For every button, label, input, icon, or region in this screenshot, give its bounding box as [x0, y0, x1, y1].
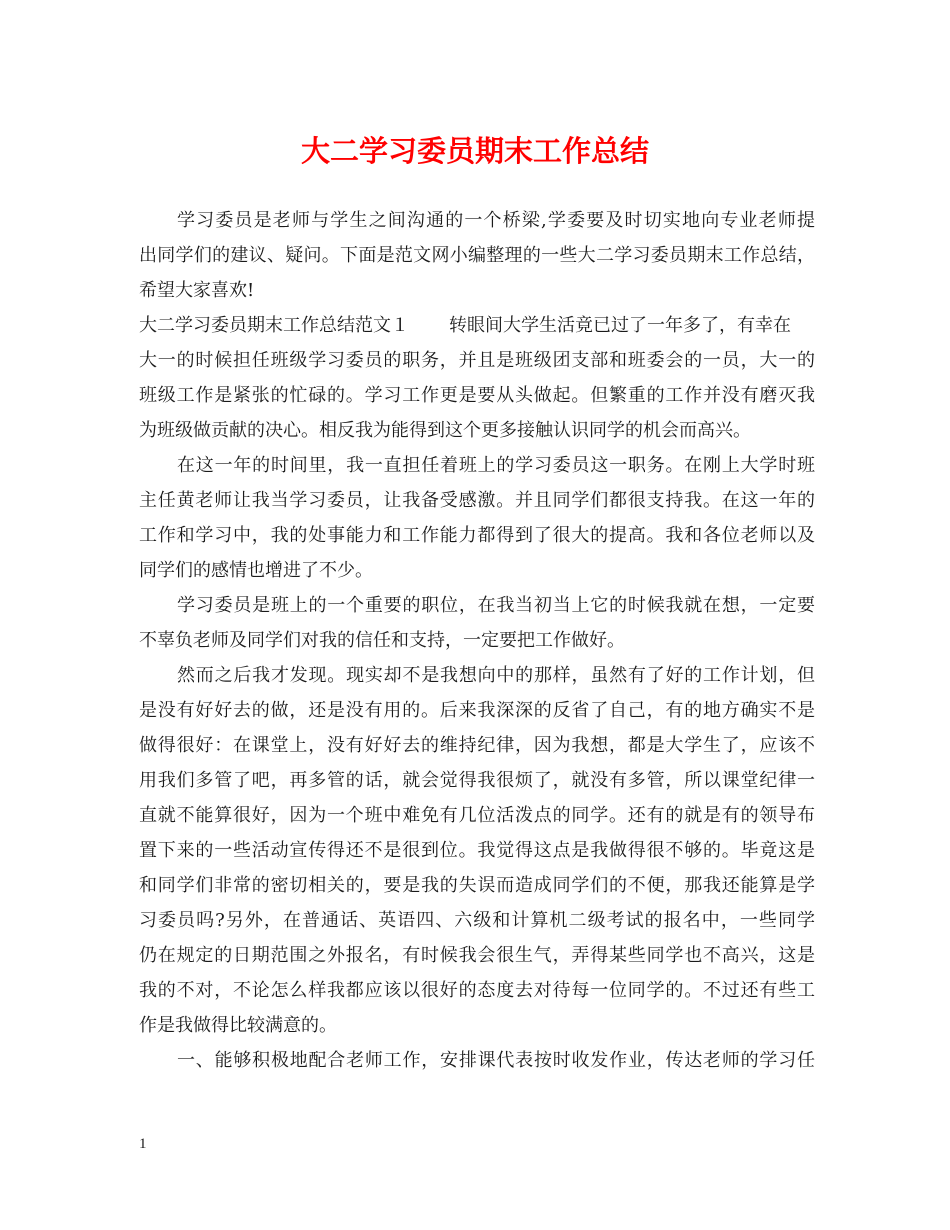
- paragraph-line: 出同学们的建议、疑问。下面是范文网小编整理的一些大二学习委员期末工作总结，: [139, 245, 815, 266]
- paragraph-line: 为班级做贡献的决心。相反我为能得到这个更多接触认识同学的机会而高兴。: [139, 420, 751, 441]
- page-number: 1: [139, 1136, 147, 1152]
- paragraph-line: 做得很好：在课堂上，没有好好去的维持纪律，因为我想，都是大学生了，应该不: [139, 735, 815, 756]
- paragraph-line: 主任黄老师让我当学习委员，让我备受感激。并且同学们都很支持我。在这一年的: [139, 490, 815, 511]
- paragraph-line: 用我们多管了吧，再多管的话，就会觉得我很烦了，就没有多管，所以课堂纪律一: [139, 770, 815, 791]
- paragraph-line: 习委员吗?另外，在普通话、英语四、六级和计算机二级考试的报名中，一些同学: [139, 910, 815, 931]
- paragraph-line: 一、能够积极地配合老师工作，安排课代表按时收发作业，传达老师的学习任: [177, 1050, 815, 1071]
- paragraph-line: 在这一年的时间里，我一直担任着班上的学习委员这一职务。在刚上大学时班: [177, 455, 815, 476]
- paragraph-line: 作是我做得比较满意的。: [139, 1015, 337, 1036]
- paragraph-line: 是没有好好去的做，还是没有用的。后来我深深的反省了自己，有的地方确实不是: [139, 700, 815, 721]
- paragraph-line: 同学们的感情也增进了不少。: [139, 560, 373, 581]
- paragraph-line: 我的不对，不论怎么样我都应该以很好的态度去对待每一位同学的。不过还有些工: [139, 980, 815, 1001]
- paragraph-line: 学习委员是班上的一个重要的职位，在我当初当上它的时候我就在想，一定要: [177, 595, 815, 616]
- paragraph-line: 然而之后我才发现。现实却不是我想向中的那样，虽然有了好的工作计划，但: [177, 665, 815, 686]
- paragraph-line: 希望大家喜欢!: [139, 280, 255, 301]
- paragraph-line: 大一的时候担任班级学习委员的职务，并且是班级团支部和班委会的一员，大一的: [139, 350, 815, 371]
- section-heading-line: [139, 308, 815, 343]
- paragraph-line: 直就不能算很好，因为一个班中难免有几位活泼点的同学。还有的就是有的领导布: [139, 805, 815, 826]
- paragraph-line: 班级工作是紧张的忙碌的。学习工作更是要从头做起。但繁重的工作并没有磨灭我: [139, 385, 815, 406]
- paragraph-line: 学习委员是老师与学生之间沟通的一个桥梁,学委要及时切实地向专业老师提: [177, 210, 815, 231]
- paragraph-line: 仍在规定的日期范围之外报名，有时候我会很生气，弄得某些同学也不高兴，这是: [139, 945, 815, 966]
- document-title: 大二学习委员期末工作总结: [300, 134, 649, 168]
- paragraph-text: 转眼间大学生活竟已过了一年多了，有幸在: [449, 315, 791, 336]
- document-body: [139, 203, 815, 1078]
- paragraph-line: 置下来的一些活动宣传得还不是很到位。我觉得这点是我做得很不够的。毕竟这是: [139, 840, 815, 861]
- paragraph-line: 和同学们非常的密切相关的，要是我的失误而造成同学们的不便，那我还能算是学: [139, 875, 815, 896]
- section-heading: 大二学习委员期末工作总结范文１: [139, 315, 409, 336]
- paragraph-line: 工作和学习中，我的处事能力和工作能力都得到了很大的提高。我和各位老师以及: [139, 525, 815, 546]
- paragraph-line: 不辜负老师及同学们对我的信任和支持，一定要把工作做好。: [139, 630, 625, 651]
